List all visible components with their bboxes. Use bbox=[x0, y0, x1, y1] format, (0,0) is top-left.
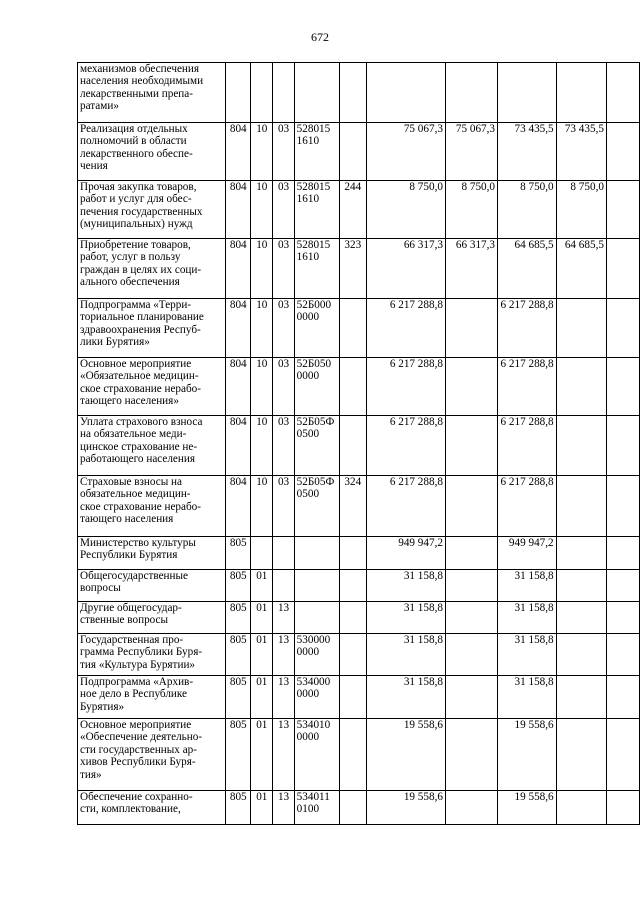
amount-cell-5 bbox=[606, 476, 639, 537]
section-code-cell: 01 bbox=[251, 570, 273, 602]
table-row bbox=[78, 476, 640, 537]
row-name-line: вопросы bbox=[80, 582, 121, 595]
admin-code-cell: 805 bbox=[226, 634, 251, 676]
amount-cell-5 bbox=[606, 63, 639, 123]
target-article-line: 1610 bbox=[296, 135, 320, 148]
amount-cell-1: 6 217 288,8 bbox=[366, 299, 445, 358]
expense-type-cell bbox=[339, 537, 366, 570]
amount-cell-2: 75 067,3 bbox=[445, 123, 497, 181]
amount-cell-1: 31 158,8 bbox=[366, 570, 445, 602]
table-row bbox=[78, 634, 640, 676]
amount-cell-2 bbox=[445, 358, 497, 416]
expense-type-cell bbox=[339, 719, 366, 791]
expense-type-cell bbox=[339, 634, 366, 676]
amount-cell-5 bbox=[606, 791, 639, 825]
amount-cell-3: 19 558,6 bbox=[498, 791, 557, 825]
amount-cell-4 bbox=[556, 570, 606, 602]
row-name-cell bbox=[78, 537, 226, 570]
amount-cell-1: 6 217 288,8 bbox=[366, 358, 445, 416]
section-code-cell bbox=[251, 63, 273, 123]
target-article-cell bbox=[294, 181, 339, 239]
admin-code-cell: 804 bbox=[226, 476, 251, 537]
amount-cell-4: 73 435,5 bbox=[556, 123, 606, 181]
section-code-cell: 10 bbox=[251, 181, 273, 239]
amount-cell-1: 6 217 288,8 bbox=[366, 416, 445, 476]
amount-cell-4 bbox=[556, 634, 606, 676]
expense-type-cell bbox=[339, 63, 366, 123]
amount-cell-2 bbox=[445, 63, 497, 123]
amount-cell-1: 66 317,3 bbox=[366, 239, 445, 299]
section-code-cell: 01 bbox=[251, 676, 273, 719]
amount-cell-1 bbox=[366, 63, 445, 123]
row-name-line: грамма Республики Буря- bbox=[80, 646, 203, 659]
row-name-line: (муниципальных) нужд bbox=[80, 218, 193, 231]
amount-cell-3: 31 158,8 bbox=[498, 570, 557, 602]
admin-code-cell: 805 bbox=[226, 570, 251, 602]
row-name-cell bbox=[78, 416, 226, 476]
amount-cell-5 bbox=[606, 570, 639, 602]
amount-cell-5 bbox=[606, 634, 639, 676]
page-number: 672 bbox=[311, 30, 329, 44]
target-article-cell bbox=[294, 476, 339, 537]
target-article-line: 534000 bbox=[296, 676, 331, 688]
admin-code-cell: 804 bbox=[226, 181, 251, 239]
amount-cell-4: 64 685,5 bbox=[556, 239, 606, 299]
target-article-line: 534010 bbox=[296, 719, 331, 731]
subsection-code-cell: 03 bbox=[273, 181, 294, 239]
section-code-cell: 10 bbox=[251, 123, 273, 181]
row-name-line: Подпрограмма «Архив- bbox=[80, 676, 194, 688]
target-article-line: 0500 bbox=[296, 428, 320, 441]
row-name-line: сти, комплектование, bbox=[80, 803, 181, 816]
amount-cell-5 bbox=[606, 358, 639, 416]
subsection-code-cell: 03 bbox=[273, 476, 294, 537]
target-article-line: 0000 bbox=[296, 311, 320, 324]
table-row bbox=[78, 719, 640, 791]
row-name-line: чения bbox=[80, 160, 108, 173]
row-name-line: «Обязательное медицин- bbox=[80, 370, 199, 383]
amount-cell-4 bbox=[556, 676, 606, 719]
subsection-code-cell: 13 bbox=[273, 602, 294, 634]
target-article-cell bbox=[294, 719, 339, 791]
amount-cell-4 bbox=[556, 791, 606, 825]
amount-cell-4 bbox=[556, 63, 606, 123]
row-name-line: здравоохранения Респуб- bbox=[80, 323, 201, 336]
target-article-line: 0000 bbox=[296, 370, 320, 383]
amount-cell-5 bbox=[606, 719, 639, 791]
admin-code-cell: 805 bbox=[226, 537, 251, 570]
target-article-cell bbox=[294, 570, 339, 602]
target-article-line: 0000 bbox=[296, 731, 320, 744]
subsection-code-cell: 03 bbox=[273, 358, 294, 416]
table-row bbox=[78, 602, 640, 634]
target-article-line: 52Б000 bbox=[296, 299, 332, 311]
amount-cell-2 bbox=[445, 537, 497, 570]
row-name-line: цинское страхование не- bbox=[80, 440, 198, 453]
amount-cell-2 bbox=[445, 476, 497, 537]
row-name-line: Основное мероприятие bbox=[80, 719, 192, 731]
expense-type-cell bbox=[339, 416, 366, 476]
amount-cell-3: 64 685,5 bbox=[498, 239, 557, 299]
row-name-line: граждан в целях их соци- bbox=[80, 263, 202, 276]
subsection-code-cell: 13 bbox=[273, 719, 294, 791]
row-name-line: Уплата страхового взноса bbox=[80, 416, 203, 428]
table-row bbox=[78, 537, 640, 570]
target-article-line: 0500 bbox=[296, 488, 320, 501]
section-code-cell: 01 bbox=[251, 791, 273, 825]
admin-code-cell: 804 bbox=[226, 416, 251, 476]
row-name-cell bbox=[78, 791, 226, 825]
admin-code-cell: 804 bbox=[226, 123, 251, 181]
row-name-line: работающего населения bbox=[80, 453, 196, 466]
subsection-code-cell bbox=[273, 537, 294, 570]
amount-cell-1: 31 158,8 bbox=[366, 676, 445, 719]
row-name-line: обязательное медицин- bbox=[80, 488, 191, 501]
amount-cell-2: 8 750,0 bbox=[445, 181, 497, 239]
target-article-line: 534011 bbox=[296, 791, 330, 803]
table-row bbox=[78, 123, 640, 181]
row-name-line: Основное мероприятие bbox=[80, 358, 192, 370]
target-article-cell bbox=[294, 791, 339, 825]
target-article-cell bbox=[294, 416, 339, 476]
row-name-cell bbox=[78, 476, 226, 537]
table-row bbox=[78, 676, 640, 719]
section-code-cell bbox=[251, 537, 273, 570]
subsection-code-cell bbox=[273, 63, 294, 123]
row-name-cell bbox=[78, 239, 226, 299]
amount-cell-5 bbox=[606, 416, 639, 476]
amount-cell-1: 8 750,0 bbox=[366, 181, 445, 239]
row-name-line: Бурятия» bbox=[80, 700, 125, 713]
row-name-line: Страховые взносы на bbox=[80, 476, 183, 488]
subsection-code-cell: 13 bbox=[273, 791, 294, 825]
table-row bbox=[78, 791, 640, 825]
section-code-cell: 01 bbox=[251, 634, 273, 676]
amount-cell-3: 19 558,6 bbox=[498, 719, 557, 791]
amount-cell-4 bbox=[556, 719, 606, 791]
amount-cell-3: 31 158,8 bbox=[498, 676, 557, 719]
subsection-code-cell: 13 bbox=[273, 634, 294, 676]
admin-code-cell: 805 bbox=[226, 719, 251, 791]
row-name-line: работ, услуг в пользу bbox=[80, 251, 181, 264]
amount-cell-3: 31 158,8 bbox=[498, 602, 557, 634]
row-name-line: ратами» bbox=[80, 100, 119, 113]
amount-cell-1: 949 947,2 bbox=[366, 537, 445, 570]
row-name-line: тия» bbox=[80, 768, 102, 781]
amount-cell-1: 19 558,6 bbox=[366, 791, 445, 825]
row-name-line: лекарственными препа- bbox=[80, 87, 193, 100]
target-article-cell bbox=[294, 239, 339, 299]
section-code-cell: 01 bbox=[251, 719, 273, 791]
section-code-cell: 10 bbox=[251, 476, 273, 537]
table-row bbox=[78, 239, 640, 299]
amount-cell-4 bbox=[556, 416, 606, 476]
row-name-line: Реализация отдельных bbox=[80, 123, 188, 135]
amount-cell-3: 31 158,8 bbox=[498, 634, 557, 676]
amount-cell-2 bbox=[445, 791, 497, 825]
row-name-line: работ и услуг для обес- bbox=[80, 193, 192, 206]
table-row bbox=[78, 570, 640, 602]
row-name-line: ального обеспечения bbox=[80, 276, 180, 289]
expense-type-cell bbox=[339, 123, 366, 181]
admin-code-cell: 804 bbox=[226, 299, 251, 358]
amount-cell-3 bbox=[498, 63, 557, 123]
amount-cell-1: 75 067,3 bbox=[366, 123, 445, 181]
row-name-line: тающего населения» bbox=[80, 395, 179, 408]
section-code-cell: 10 bbox=[251, 416, 273, 476]
table-row bbox=[78, 416, 640, 476]
target-article-cell bbox=[294, 537, 339, 570]
amount-cell-1: 19 558,6 bbox=[366, 719, 445, 791]
amount-cell-4 bbox=[556, 476, 606, 537]
section-code-cell: 01 bbox=[251, 602, 273, 634]
row-name-line: Обеспечение сохранно- bbox=[80, 791, 193, 803]
expense-type-cell bbox=[339, 570, 366, 602]
amount-cell-3: 6 217 288,8 bbox=[498, 358, 557, 416]
amount-cell-2: 66 317,3 bbox=[445, 239, 497, 299]
row-name-line: сти государственных ар- bbox=[80, 743, 197, 756]
amount-cell-4 bbox=[556, 358, 606, 416]
budget-table-body bbox=[78, 63, 640, 825]
amount-cell-2 bbox=[445, 676, 497, 719]
row-name-line: механизмов обеспечения bbox=[80, 63, 200, 75]
amount-cell-2 bbox=[445, 634, 497, 676]
amount-cell-4 bbox=[556, 299, 606, 358]
amount-cell-2 bbox=[445, 570, 497, 602]
target-article-line: 1610 bbox=[296, 251, 320, 264]
subsection-code-cell: 03 bbox=[273, 416, 294, 476]
row-name-line: полномочий в области bbox=[80, 135, 187, 148]
expense-type-cell bbox=[339, 791, 366, 825]
row-name-line: Приобретение товаров, bbox=[80, 239, 191, 251]
amount-cell-1: 6 217 288,8 bbox=[366, 476, 445, 537]
table-row bbox=[78, 181, 640, 239]
amount-cell-1: 31 158,8 bbox=[366, 634, 445, 676]
admin-code-cell: 805 bbox=[226, 676, 251, 719]
amount-cell-3: 6 217 288,8 bbox=[498, 476, 557, 537]
row-name-line: на обязательное меди- bbox=[80, 428, 187, 441]
amount-cell-3: 8 750,0 bbox=[498, 181, 557, 239]
admin-code-cell bbox=[226, 63, 251, 123]
row-name-line: ториальное планирование bbox=[80, 311, 204, 324]
row-name-cell bbox=[78, 181, 226, 239]
row-name-line: ское страхование нерабо- bbox=[80, 382, 201, 395]
subsection-code-cell: 03 bbox=[273, 123, 294, 181]
amount-cell-3: 949 947,2 bbox=[498, 537, 557, 570]
row-name-line: хивов Республики Буря- bbox=[80, 756, 196, 769]
row-name-line: тия «Культура Бурятии» bbox=[80, 658, 196, 671]
budget-table bbox=[77, 62, 640, 825]
row-name-cell bbox=[78, 719, 226, 791]
row-name-cell bbox=[78, 63, 226, 123]
expense-type-cell: 324 bbox=[339, 476, 366, 537]
expense-type-cell: 323 bbox=[339, 239, 366, 299]
expense-type-cell: 244 bbox=[339, 181, 366, 239]
target-article-line: 0000 bbox=[296, 646, 320, 659]
amount-cell-2 bbox=[445, 719, 497, 791]
amount-cell-4 bbox=[556, 537, 606, 570]
subsection-code-cell: 03 bbox=[273, 239, 294, 299]
section-code-cell: 10 bbox=[251, 358, 273, 416]
row-name-line: лекарственного обеспе- bbox=[80, 147, 193, 160]
target-article-cell bbox=[294, 634, 339, 676]
target-article-line: 52Б05Ф bbox=[296, 476, 335, 488]
admin-code-cell: 805 bbox=[226, 791, 251, 825]
row-name-line: Государственная про- bbox=[80, 634, 184, 646]
amount-cell-5 bbox=[606, 299, 639, 358]
target-article-line: 528015 bbox=[296, 181, 331, 193]
target-article-cell bbox=[294, 299, 339, 358]
row-name-line: Министерство культуры bbox=[80, 537, 196, 549]
row-name-line: печения государственных bbox=[80, 205, 203, 218]
target-article-line: 1610 bbox=[296, 193, 320, 206]
row-name-cell bbox=[78, 602, 226, 634]
amount-cell-5 bbox=[606, 537, 639, 570]
table-row bbox=[78, 63, 640, 123]
row-name-line: ственные вопросы bbox=[80, 614, 169, 627]
amount-cell-5 bbox=[606, 123, 639, 181]
expense-type-cell bbox=[339, 299, 366, 358]
section-code-cell: 10 bbox=[251, 299, 273, 358]
row-name-line: ское страхование нерабо- bbox=[80, 500, 201, 513]
target-article-line: 52Б050 bbox=[296, 358, 332, 370]
row-name-line: Республики Бурятия bbox=[80, 549, 178, 562]
target-article-line: 52Б05Ф bbox=[296, 416, 335, 428]
amount-cell-2 bbox=[445, 602, 497, 634]
target-article-line: 530000 bbox=[296, 634, 331, 646]
row-name-line: населения необходимыми bbox=[80, 75, 204, 88]
admin-code-cell: 804 bbox=[226, 239, 251, 299]
target-article-cell bbox=[294, 123, 339, 181]
subsection-code-cell: 03 bbox=[273, 299, 294, 358]
row-name-cell bbox=[78, 358, 226, 416]
amount-cell-4 bbox=[556, 602, 606, 634]
amount-cell-4: 8 750,0 bbox=[556, 181, 606, 239]
row-name-cell bbox=[78, 299, 226, 358]
amount-cell-2 bbox=[445, 299, 497, 358]
row-name-line: Прочая закупка товаров, bbox=[80, 181, 197, 193]
row-name-line: Подпрограмма «Терри- bbox=[80, 299, 192, 311]
row-name-cell bbox=[78, 676, 226, 719]
amount-cell-5 bbox=[606, 602, 639, 634]
expense-type-cell bbox=[339, 602, 366, 634]
amount-cell-1: 31 158,8 bbox=[366, 602, 445, 634]
table-row bbox=[78, 299, 640, 358]
amount-cell-5 bbox=[606, 239, 639, 299]
expense-type-cell bbox=[339, 358, 366, 416]
admin-code-cell: 804 bbox=[226, 358, 251, 416]
row-name-line: «Обеспечение деятельно- bbox=[80, 731, 203, 744]
target-article-cell bbox=[294, 63, 339, 123]
row-name-line: Общегосударственные bbox=[80, 570, 188, 582]
subsection-code-cell: 13 bbox=[273, 676, 294, 719]
target-article-line: 528015 bbox=[296, 123, 331, 135]
row-name-line: ное дело в Республике bbox=[80, 688, 188, 701]
amount-cell-5 bbox=[606, 676, 639, 719]
row-name-line: лики Бурятия» bbox=[80, 336, 150, 349]
row-name-cell bbox=[78, 123, 226, 181]
subsection-code-cell bbox=[273, 570, 294, 602]
target-article-cell bbox=[294, 676, 339, 719]
expense-type-cell bbox=[339, 676, 366, 719]
amount-cell-5 bbox=[606, 181, 639, 239]
row-name-line: Другие общегосудар- bbox=[80, 602, 182, 614]
amount-cell-3: 6 217 288,8 bbox=[498, 416, 557, 476]
admin-code-cell: 805 bbox=[226, 602, 251, 634]
row-name-cell bbox=[78, 634, 226, 676]
section-code-cell: 10 bbox=[251, 239, 273, 299]
amount-cell-2 bbox=[445, 416, 497, 476]
amount-cell-3: 6 217 288,8 bbox=[498, 299, 557, 358]
row-name-cell bbox=[78, 570, 226, 602]
target-article-cell bbox=[294, 358, 339, 416]
target-article-cell bbox=[294, 602, 339, 634]
target-article-line: 528015 bbox=[296, 239, 331, 251]
target-article-line: 0100 bbox=[296, 803, 320, 816]
amount-cell-3: 73 435,5 bbox=[498, 123, 557, 181]
target-article-line: 0000 bbox=[296, 688, 320, 701]
table-row bbox=[78, 358, 640, 416]
row-name-line: тающего населения bbox=[80, 513, 174, 526]
